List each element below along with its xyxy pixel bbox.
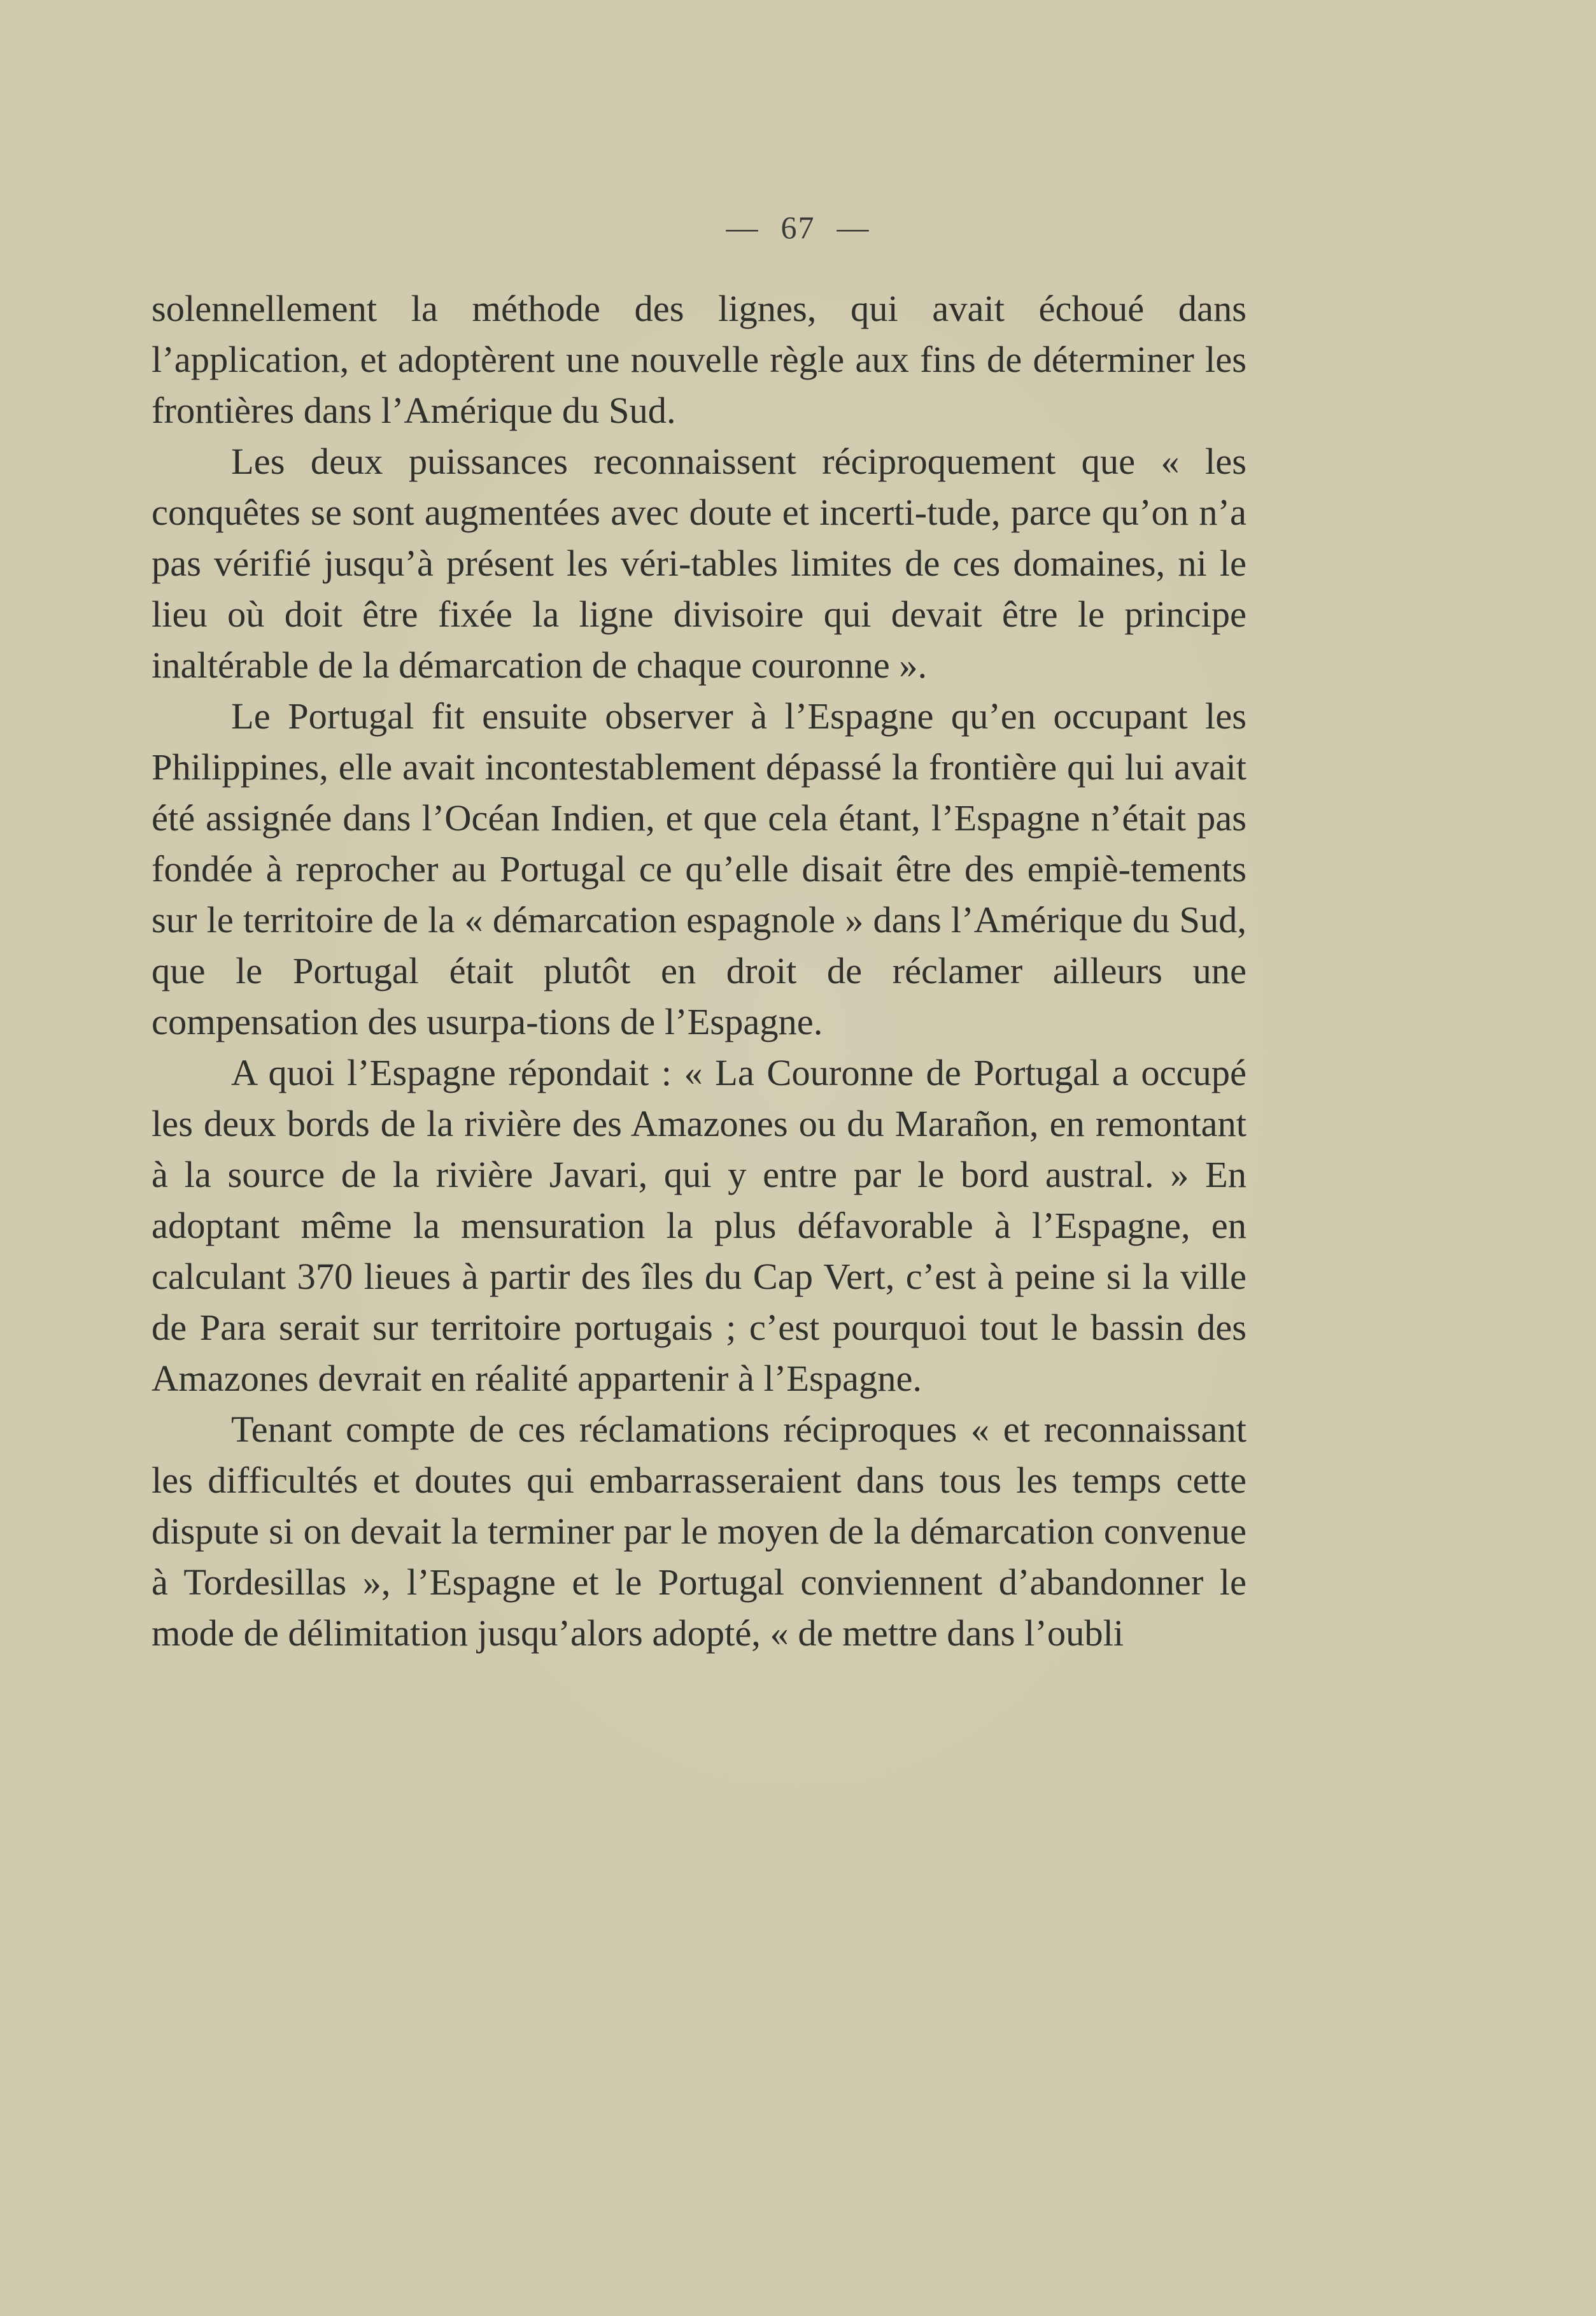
- left-dash: —: [726, 210, 759, 245]
- paragraph-3: Le Portugal fit ensuite observer à l’Espagne qu’en occupant les Philippines, elle avait incontestablement dépassé la frontière qui lui avait été assignée dans l’Océan Indien, et que cela étant, l’Espagne n’était pas fondée à reprocher au Portugal ce qu’elle disait être des empiè-tements sur le territoire de la « démarcation espagnole » dans l’Amérique du Sud, que le Portugal était plutôt en droit de réclamer ailleurs une compensation des usurpa-tions de l’Espagne.: [152, 695, 1246, 1042]
- page-number-header: [0, 205, 1596, 250]
- body-text: [152, 283, 1246, 1659]
- right-dash: —: [837, 210, 870, 245]
- page-number: 67: [780, 210, 816, 245]
- paragraph-2: Les deux puissances reconnaissent réciproquement que « les conquêtes se sont augmentées avec doute et incerti-tude, parce qu’on n’a pas vérifié jusqu’à présent les véri-tables limites de ces domaines, ni le lieu où doit être fixée la ligne divisoire qui devait être le principe inaltérable de la démarcation de chaque couronne ».: [152, 441, 1246, 686]
- paragraph-1: solennellement la méthode des lignes, qui avait échoué dans l’application, et adoptèrent une nouvelle règle aux fins de déterminer les frontières dans l’Amérique du Sud.: [152, 288, 1246, 431]
- paragraph-5: Tenant compte de ces réclamations réciproques « et reconnaissant les difficultés et doutes qui embarrasseraient dans tous les temps cette dispute si on devait la terminer par le moyen de la démarcation convenue à Tordesillas », l’Espagne et le Portugal conviennent d’abandonner le mode de délimitation jusqu’alors adopté, « de mettre dans l’oubli: [152, 1409, 1246, 1654]
- paragraph-4: A quoi l’Espagne répondait : « La Couronne de Portugal a occupé les deux bords de la rivière des Amazones ou du Marañon, en remontant à la source de la rivière Javari, qui y entre par le bord austral. » En adoptant même la mensuration la plus défavorable à l’Espagne, en calculant 370 lieues à partir des îles du Cap Vert, c’est à peine si la ville de Para serait sur territoire portugais ; c’est pourquoi tout le bassin des Amazones devrait en réalité appartenir à l’Espagne.: [152, 1052, 1246, 1399]
